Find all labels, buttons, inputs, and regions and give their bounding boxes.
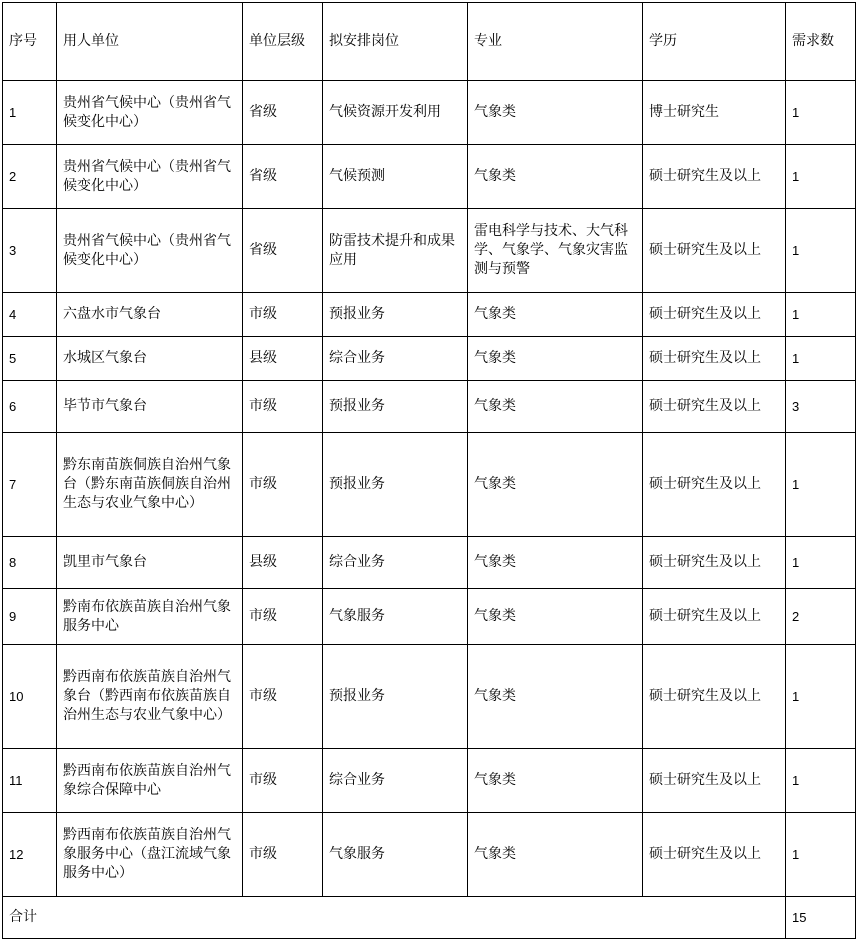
row-education: 硕士研究生及以上 xyxy=(643,749,786,813)
row-unit: 六盘水市气象台 xyxy=(57,293,243,337)
row-unit: 贵州省气候中心（贵州省气候变化中心） xyxy=(57,81,243,145)
recruitment-table xyxy=(2,2,856,939)
row-education: 博士研究生 xyxy=(643,81,786,145)
row-post: 气象服务 xyxy=(323,813,468,897)
row-unit: 黔东南苗族侗族自治州气象台（黔东南苗族侗族自治州生态与农业气象中心） xyxy=(57,433,243,537)
table-row xyxy=(3,537,856,589)
table-row xyxy=(3,433,856,537)
row-count: 3 xyxy=(786,381,856,433)
header-level: 单位层级 xyxy=(243,3,323,81)
row-level: 市级 xyxy=(243,589,323,645)
row-level: 省级 xyxy=(243,81,323,145)
row-level: 市级 xyxy=(243,381,323,433)
row-major: 气象类 xyxy=(468,537,643,589)
row-no: 2 xyxy=(3,145,57,209)
total-row xyxy=(3,897,856,939)
row-post: 预报业务 xyxy=(323,293,468,337)
row-post: 气候资源开发利用 xyxy=(323,81,468,145)
row-count: 1 xyxy=(786,433,856,537)
row-major: 气象类 xyxy=(468,813,643,897)
table-row xyxy=(3,381,856,433)
table-row xyxy=(3,337,856,381)
row-major: 气象类 xyxy=(468,337,643,381)
table-row xyxy=(3,813,856,897)
row-count: 1 xyxy=(786,81,856,145)
row-education: 硕士研究生及以上 xyxy=(643,589,786,645)
row-level: 省级 xyxy=(243,209,323,293)
row-unit: 贵州省气候中心（贵州省气候变化中心） xyxy=(57,209,243,293)
table-row xyxy=(3,749,856,813)
row-major: 气象类 xyxy=(468,589,643,645)
row-level: 市级 xyxy=(243,645,323,749)
row-unit: 黔西南布依族苗族自治州气象服务中心（盘江流域气象服务中心） xyxy=(57,813,243,897)
row-unit: 水城区气象台 xyxy=(57,337,243,381)
header-no: 序号 xyxy=(3,3,57,81)
row-no: 3 xyxy=(3,209,57,293)
row-no: 4 xyxy=(3,293,57,337)
row-unit: 黔西南布依族苗族自治州气象台（黔西南布依族苗族自治州生态与农业气象中心） xyxy=(57,645,243,749)
row-education: 硕士研究生及以上 xyxy=(643,209,786,293)
header-unit: 用人单位 xyxy=(57,3,243,81)
row-major: 气象类 xyxy=(468,749,643,813)
row-major: 气象类 xyxy=(468,81,643,145)
row-post: 预报业务 xyxy=(323,645,468,749)
row-no: 12 xyxy=(3,813,57,897)
table-row xyxy=(3,81,856,145)
row-unit: 黔南布依族苗族自治州气象服务中心 xyxy=(57,589,243,645)
row-education: 硕士研究生及以上 xyxy=(643,433,786,537)
row-no: 6 xyxy=(3,381,57,433)
row-no: 7 xyxy=(3,433,57,537)
row-level: 市级 xyxy=(243,813,323,897)
row-major: 气象类 xyxy=(468,381,643,433)
row-unit: 毕节市气象台 xyxy=(57,381,243,433)
row-education: 硕士研究生及以上 xyxy=(643,337,786,381)
row-count: 1 xyxy=(786,293,856,337)
row-level: 市级 xyxy=(243,433,323,537)
header-post: 拟安排岗位 xyxy=(323,3,468,81)
row-post: 气候预测 xyxy=(323,145,468,209)
header-count: 需求数 xyxy=(786,3,856,81)
row-count: 1 xyxy=(786,209,856,293)
row-education: 硕士研究生及以上 xyxy=(643,813,786,897)
row-post: 预报业务 xyxy=(323,381,468,433)
row-major: 气象类 xyxy=(468,293,643,337)
row-education: 硕士研究生及以上 xyxy=(643,537,786,589)
row-level: 省级 xyxy=(243,145,323,209)
row-education: 硕士研究生及以上 xyxy=(643,293,786,337)
row-major: 气象类 xyxy=(468,433,643,537)
row-level: 市级 xyxy=(243,749,323,813)
table-row xyxy=(3,645,856,749)
header-row xyxy=(3,3,856,81)
row-count: 1 xyxy=(786,813,856,897)
row-unit: 凯里市气象台 xyxy=(57,537,243,589)
row-unit: 黔西南布依族苗族自治州气象综合保障中心 xyxy=(57,749,243,813)
row-no: 11 xyxy=(3,749,57,813)
table-row xyxy=(3,145,856,209)
row-education: 硕士研究生及以上 xyxy=(643,145,786,209)
row-level: 县级 xyxy=(243,537,323,589)
row-education: 硕士研究生及以上 xyxy=(643,645,786,749)
row-count: 1 xyxy=(786,645,856,749)
header-major: 专业 xyxy=(468,3,643,81)
total-label: 合计 xyxy=(3,897,786,939)
row-count: 1 xyxy=(786,145,856,209)
row-no: 8 xyxy=(3,537,57,589)
row-no: 5 xyxy=(3,337,57,381)
row-post: 预报业务 xyxy=(323,433,468,537)
row-unit: 贵州省气候中心（贵州省气候变化中心） xyxy=(57,145,243,209)
row-no: 1 xyxy=(3,81,57,145)
row-level: 市级 xyxy=(243,293,323,337)
row-education: 硕士研究生及以上 xyxy=(643,381,786,433)
row-no: 9 xyxy=(3,589,57,645)
row-post: 综合业务 xyxy=(323,337,468,381)
table-body xyxy=(3,81,856,939)
total-count: 15 xyxy=(786,897,856,939)
row-major: 雷电科学与技术、大气科学、气象学、气象灾害监测与预警 xyxy=(468,209,643,293)
row-major: 气象类 xyxy=(468,645,643,749)
row-post: 综合业务 xyxy=(323,537,468,589)
row-count: 1 xyxy=(786,337,856,381)
row-major: 气象类 xyxy=(468,145,643,209)
table-row xyxy=(3,209,856,293)
row-count: 2 xyxy=(786,589,856,645)
row-level: 县级 xyxy=(243,337,323,381)
row-post: 综合业务 xyxy=(323,749,468,813)
row-count: 1 xyxy=(786,537,856,589)
row-post: 防雷技术提升和成果应用 xyxy=(323,209,468,293)
table-row xyxy=(3,293,856,337)
table-row xyxy=(3,589,856,645)
row-post: 气象服务 xyxy=(323,589,468,645)
header-education: 学历 xyxy=(643,3,786,81)
row-no: 10 xyxy=(3,645,57,749)
row-count: 1 xyxy=(786,749,856,813)
